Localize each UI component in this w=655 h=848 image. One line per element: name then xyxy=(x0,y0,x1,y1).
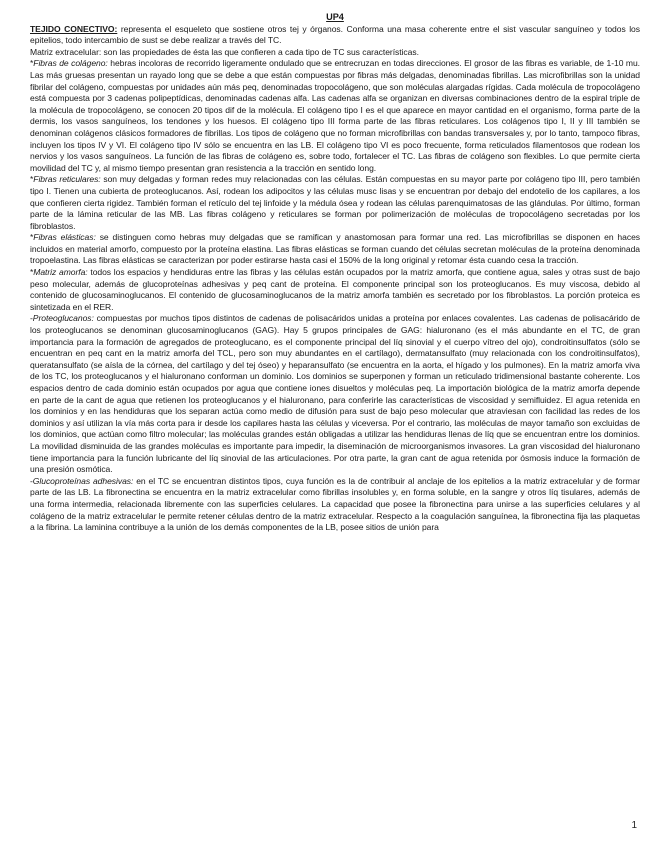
intro-heading: TEJIDO CONECTIVO: xyxy=(30,23,118,34)
section-proteoglycans xyxy=(30,313,640,475)
bullet: - xyxy=(30,475,33,486)
section-text-amorphous-matrix: todos los espacios y hendiduras entre las fibras y las células están ocupados por la matriz amorfa, que contiene agua, sales y otras sust de bajo peso molecular, además de glucoproteínas adhesivas y peq cant de proteína. El componente principal son los proteoglucanos. Es muy viscosa, debido al contenido de glucosaminoglucanos. El contenido de glucosaminoglucanos de la matriz amorfa también es secretado por los fibroblastos. La porción proteica es sintetizada en el RER. xyxy=(30,267,640,312)
section-amorphous-matrix xyxy=(30,267,640,313)
section-text-proteoglycans: compuestas por muchos tipos distintos de cadenas de polisacáridos unidas a proteína por enlaces covalentes. Las cadenas de polisacárido de los proteoglucanos se denominan glucosaminoglucanos (GAG). Hay 5 grupos principales de GAG: hialuronano (es el más abundante en el TC, de gran importancia para la formación de agregados de proteoglucano, es el componente principal del líq sinovial y el cuerpo vítreo del ojo), condroitinsulfatos (sólo se encuentran en peq cant en la matriz amorfa del TCL, pero son muy abundantes en el cartílago), dermatansulfato (muy relacionada con los condroitinsulfatos), queratansulfato (se aísla de la córnea, del cartílago y del tej óseo) y heparansulfato (se encuentra en la aorta, el hígado y los pulmones). En la matriz amorfa viva de los TC, los proteoglucanos y el hialuronano conforman un dominio. Los dominios se superponen y forman un reticulado tridimensional bastante coherente. Los espacios dentro de cada dominio están ocupados por agua que contiene iones disueltos y moléculas peq. La importación biológica de la matriz amorfa depende en parte de la cant de agua que retienen los proteoglucanos y el hialuronano, para conferirle las características de viscosidad y semifluidez. El agua retenida en los dominios y en las hendiduras que los separan actúa como medio de difusión para sust de bajo peso molecular que atraviesan con facilidad las redes de los dominios y así utilizan la vía más corta para ir desde los capilares hasta las células y viceversa. Por el contrario, las moléculas de mayor tamaño son excluidas de los dominios, que actúan como filtro molecular; las moléculas grandes están obligadas a utilizar las hendiduras llenas de líq que se encuentran entre los dominios. La movilidad disminuida de las grandes moléculas es importante para impedir, la diseminación de microorganismos invasores. La gran viscosidad del hialuronano tiene importancia para la función lubricante del líq sinovial de las articulaciones. Por otra parte, la gran cant de agua retenida por ósmosis induce la formación de una presión osmótica. xyxy=(30,313,640,475)
bullet: * xyxy=(30,58,34,69)
matrix-line: Matriz extracelular: son las propiedades de ésta las que confieren a cada tipo de TC sus características. xyxy=(30,46,419,57)
intro-text: representa el esqueleto que sostiene otros tej y órganos. Conforma una masa coherente entre el sist vascular sanguíneo y todos los epitelios, todo intercambio de sust se debe realizar a través del TC. xyxy=(30,23,640,46)
section-elastic xyxy=(30,232,640,267)
section-heading-adhesive-glycoproteins: Glucoproteínas adhesivas: xyxy=(32,475,134,486)
section-text-adhesive-glycoproteins: en el TC se encuentran distintos tipos, cuya función es la de contribuir al anclaje de los epitelios a la matriz extracelular y de formar parte de las LB. La fibronectina se encuentra en la matriz extracelular como fibrillas insolubles y, en forma soluble, en la sangre y otros líq tisulares, además de una forma intermedia, relacionada libremente con las superficies celulares. La capacidad que posee la fibronectina para unirse a las superficies celulares y al colágeno de la matriz extracelular le permite retener células dentro de la matriz extracelular. Respecto a la coagulación sanguínea, la fibronectina fija las plaquetas a la fibrina. La laminina contribuye a la unión de los demás componentes de la LB, posee sitios de unión para xyxy=(30,475,640,533)
bullet: - xyxy=(30,313,33,324)
section-text-elastic: se distinguen como hebras muy delgadas que se ramifican y anastomosan para formar una red. Las microfibrillas se disponen en haces incluidos en material amorfo, compuesto por la proteína elastina. Las fibras elásticas se forman cuando det células secretan moléculas de la proteína denominada tropoelastina. Las fibras elásticas se caracterizan por poder estirarse hasta casi el 150% de la long original y retomar ésta cuando cesa la tracción. xyxy=(30,232,640,266)
section-heading-amorphous-matrix: Matriz amorfa: xyxy=(33,267,88,278)
page-title: UP4 xyxy=(326,12,344,22)
intro-paragraph xyxy=(30,24,640,47)
section-text-collagen: hebras incoloras de recorrido ligeramente ondulado que se entrecruzan en todas direcciones. El grosor de las fibras es variable, de 1-10 mu. Las más gruesas presentan un rayado long que se debe a que están compuestas por fibras más delgadas, denominadas fibrillas. Las microfibrillas son la unidad fibrilar del colágeno, compuestas por unidades aún más peq, denominadas tropocolágeno, que son moléculas alargadas rígidas. Cada molécula de tropocolágeno está compuesta por 3 cadenas polipeptídicas, denominadas cadenas alfa. Las cadenas alfa se organizan en diversas combinaciones dentro de la espiral triple de la molécula de tropocolágeno, se conocen 20 tipos dif de la molécula. El colágeno tipo I es el que aparece en mayor cantidad en el organismo, forma parte de la dermis, los vasos sanguíneos, los tendones y los huesos. El colágeno tipo III forma parte de las fibras reticulares. Los colágenos tipo I, II y III también se denominan colágenos clásicos formadores de fibrillas. Los tipos de colágeno que no forman microfibrillas con bandas transversales y, por lo tanto, tampoco fibras, incluyen los tipos IV y VI. El colágeno tipo IV sólo se encuentra en las LB. El colágeno tipo VI es poco frecuente, forma reticulados filamentosos que rodean los nervios y los vasos sanguíneos. La función de las fibras de colágeno es, sobre todo, fortalecer el TC. Las fibras de colágeno son flexibles. Lo que permite cierta movilidad del TC y, al mismo tiempo presentan gran resistencia a la tracción en sentido long. xyxy=(30,58,641,173)
section-heading-collagen: Fibras de colágeno: xyxy=(33,58,108,69)
section-heading-reticular: Fibras reticulares: xyxy=(33,174,101,185)
page-number: 1 xyxy=(631,820,637,831)
section-collagen xyxy=(30,58,640,174)
section-adhesive-glycoproteins xyxy=(30,476,640,534)
document-page xyxy=(30,12,640,534)
bullet: * xyxy=(30,232,34,243)
bullet: * xyxy=(30,267,34,278)
section-text-reticular: son muy delgadas y forman redes muy relacionadas con las células. Están compuestas en su mayor parte por colágeno tipo III, pero también tipo I. Tienen una cubierta de proteoglucanos. Así, rodean los adipocitos y las células musc lisas y se encuentran por debajo del endotelio de los capilares, a los que confieren cierta rigidez. También forman el retículo del tej linfoide y la médula ósea y rodean las células parenquimatosas de las glándulas. Por último, forman parte de la lámina reticular de las MB. Las fibras colágeno y reticulares se forman por polimerización de moléculas de tropocolágeno secretadas por los fibroblastos. xyxy=(30,174,640,231)
section-heading-proteoglycans: Proteoglucanos: xyxy=(32,313,94,324)
section-heading-elastic: Fibras elásticas: xyxy=(33,232,96,243)
section-reticular xyxy=(30,174,640,232)
bullet: * xyxy=(30,174,34,185)
